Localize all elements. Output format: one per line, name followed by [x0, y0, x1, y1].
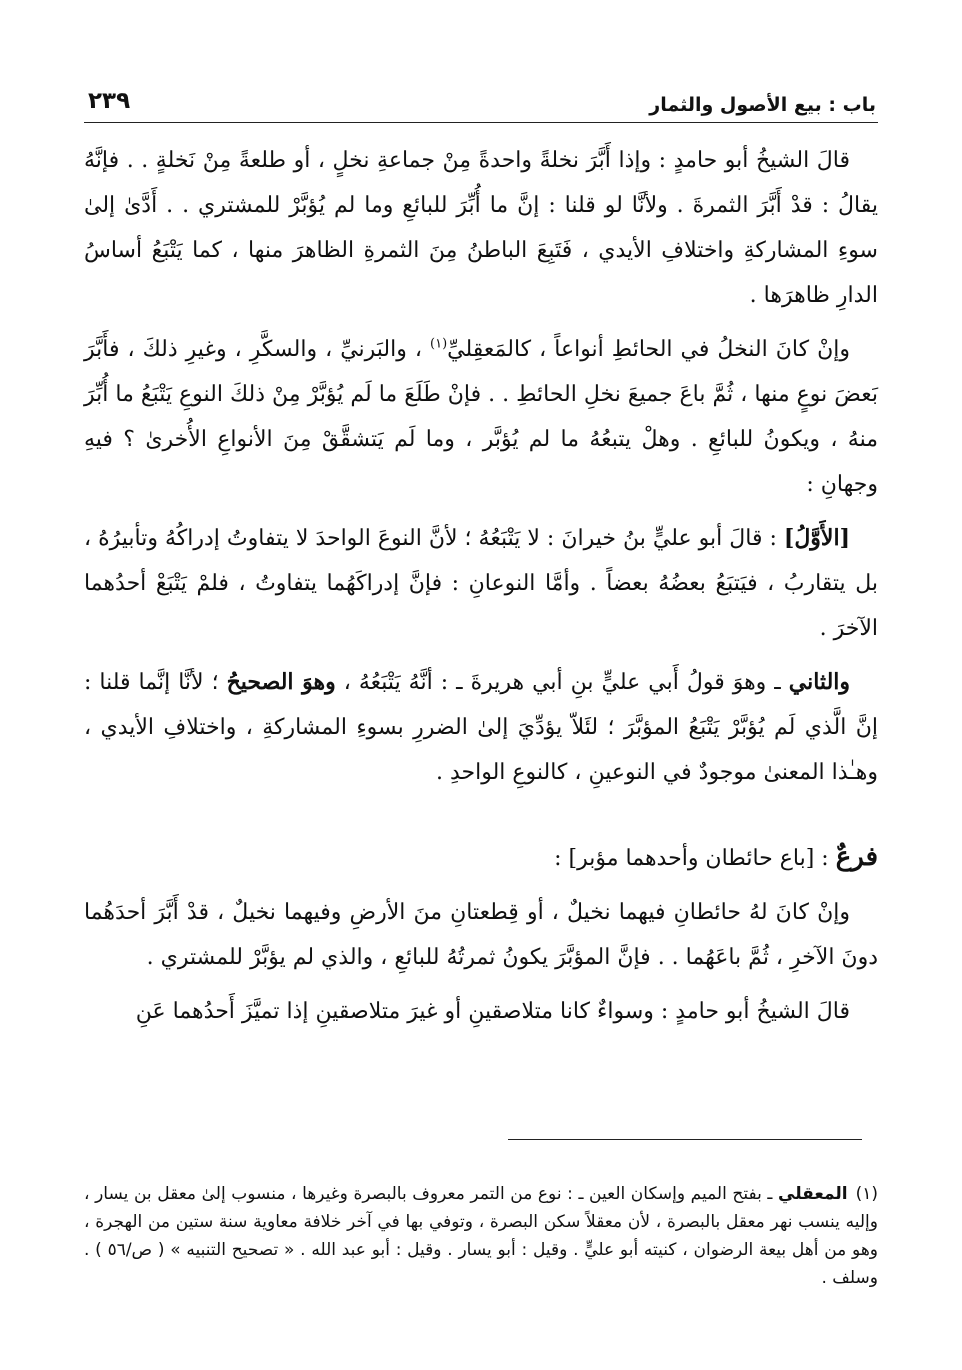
correct-opinion-label: وهوَ الصحيحُ	[226, 669, 336, 695]
footnote-divider	[508, 1139, 862, 1140]
paragraph-2	[84, 327, 878, 507]
page-header	[84, 88, 878, 123]
branch-heading	[84, 835, 878, 881]
footnote-text: ـ بفتح الميم وإسكان العين ـ : نوع من التمر معروف بالبصرة وغيرها ، منسوب إلىٰ معقل بن يسار ، وإليه ينسب نهر معقل بالبصرة ، لأن معقلاً سكن البصرة ، وتوفي بها في آخر خلافة معاوية سنة ستين من الهجرة ، وهو من أهل بيعة الرضوان ، كنيته أبو عليٍّ . وقيل : أبو يسار . وقيل : أبو عبد الله . « تصحيح التنبيه » ( ص/٥٦ ) . وسلف .	[84, 1184, 879, 1288]
paragraph-4-text: ـ وهوَ قولُ أَبي عليٍّ بنِ أبي هريرةَ ـ : أنَّهُ يَتْبَعُهُ ،	[335, 670, 789, 695]
branch-label: فرعٌ	[835, 842, 878, 872]
main-text	[84, 138, 878, 1043]
running-title: باب : بيع الأصول والثمار	[649, 94, 876, 116]
paragraph-2-rest: ، والبَرنيِّ ، والسكَّرِ ، وغيرِ ذلكَ ، فأَبَّرَ بَعضَ نوعٍ منها ، ثُمَّ باعَ جميعَ نخلِ الحائطِ . . فإنْ طَلَعَ ما لَم يُؤبَّرْ مِنْ ذلكَ النوعِ يَتْبَعُ ما أُبِّرَ منهُ ، ويكونُ للبائعِ . وهلْ يتبعُهُ ما لم يُؤبَّر ، وما لَم يَتشقَّقْ مِنَ الأنواعِ الأُخرىٰ ؟ فيهِ وجهانِ :	[84, 337, 878, 497]
paragraph-6: قالَ الشيخُ أبو حامدٍ : وسواءٌ كانا متلاصقينِ أو غيرَ متلاصقينِ إذا تميَّزَ أَحدُهما عَنِ	[135, 999, 850, 1024]
second-opinion-label: والثاني	[788, 669, 851, 695]
footnotes	[84, 1180, 878, 1292]
footnote-reference: (١)	[430, 336, 448, 352]
paragraph-2-text: وإنْ كانَ النخلُ في الحائطِ أنواعاً ، كالمَعقِليِّ	[447, 337, 850, 362]
branch-title: : [باع حائطان وأحدهما مؤبر] :	[554, 846, 836, 871]
paragraph-3	[84, 516, 878, 651]
first-opinion-label: [الأَوَّلُ]	[783, 525, 850, 551]
page-number: ٢٣٩	[88, 88, 131, 114]
paragraph-4-rest: ؛ لأنَّا إنَّما قلنا : إنَّ الَّذي لَم يُؤبَّرْ يَتْبَعُ المؤبَّرَ ؛ لئَلاّ يؤدِّيَ إلىٰ الضررِ بسوءِ المشاركةِ ، واختلافِ الأيدي ، وهـٰذا المعنىٰ موجودٌ في النوعينِ ، كالنوعِ الواحدِ .	[84, 670, 878, 785]
paragraph-4	[84, 660, 878, 795]
paragraph-1: قالَ الشيخُ أبو حامدٍ : وإذا أَبَّرَ نخلةً واحدةً مِنْ جماعةِ نخلٍ ، أو طلعةً مِنْ نَخلةٍ . . فإنَّهُ يقالُ : قدْ أَبَّرَ الثمرةَ . ولأنَّا لو قلنا : إنَّ ما أُبِّرَ للبائعِ وما لم يُؤبَّرْ للمشتري . . أَدَّىٰ إلىٰ سوءِ المشاركةِ واختلافِ الأيدي ، فَتَبِعَ الباطنُ مِنَ الثمرةِ الظاهرَ منها ، كما يَتْبَعُ أساسُ الدارِ ظاهرَها .	[84, 148, 878, 308]
paragraph-5: وإنْ كانَ لهُ حائطانِ فيهما نخيلٌ ، أو قِطعتانِ منَ الأرضِ وفيهما نخيلٌ ، قدْ أَبَّرَ أحدَهُما دونَ الآخرِ ، ثُمَّ باعَهُما . . فإنَّ المؤبَّرَ يكونُ ثمرتُهُ للبائعِ ، والذي لم يؤبَّرْ للمشتري .	[84, 900, 878, 970]
paragraph-3-text: : قالَ أبو عليٍّ بنُ خيرانَ : لا يَتْبَعُهُ ؛ لأنَّ النوعَ الواحدَ لا يتفاوتُ إدراكُهُ وتأبيرُهُ ، بل يتقاربُ ، فيَتبَعُ بعضُهُ بعضاً . وأمَّا النوعانِ : فإنَّ إدراكَهُما يتفاوتُ ، فلمْ يَتْبَعْ أحدُهما الآخرَ .	[84, 526, 878, 641]
footnote-number: (١)	[855, 1184, 878, 1204]
footnote-term: المعقلي	[778, 1184, 848, 1204]
